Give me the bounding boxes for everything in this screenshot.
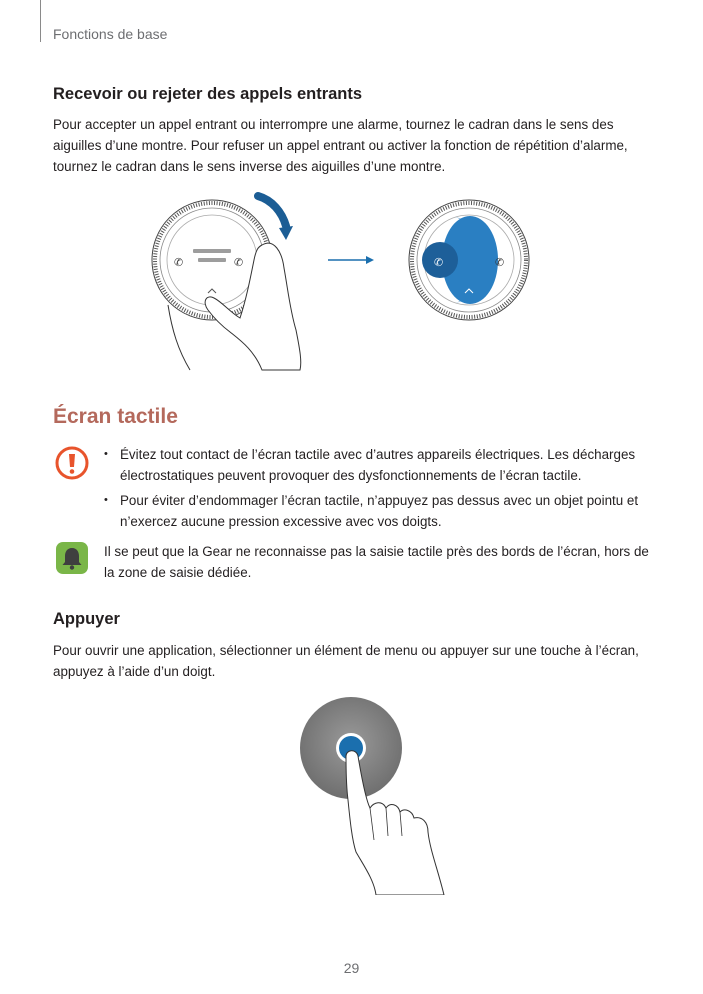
warning-icon <box>55 446 89 480</box>
calls-heading: Recevoir ou rejeter des appels entrants <box>53 85 363 103</box>
phone-reject-icon: ✆ <box>234 256 244 269</box>
rotation-arrowhead <box>279 226 293 240</box>
phone-accept-icon: ✆ <box>174 256 184 269</box>
transition-arrowhead <box>366 256 374 264</box>
rotation-arrow <box>258 196 286 226</box>
tap-heading: Appuyer <box>53 610 120 628</box>
page-number: 29 <box>343 960 360 976</box>
touchscreen-heading: Écran tactile <box>53 405 178 428</box>
calls-paragraph: Pour accepter un appel entrant ou interrompre une alarme, tournez le cadran dans le sens des aiguilles d’une montre. Pour refuser un appel entrant ou activer la fonction de répétition d’alarme, tournez le cadran dans le sens inverse des aiguilles d’une montre. <box>53 117 628 174</box>
warning-item: • Pour éviter d’endommager l’écran tactile, n’appuyez pas dessus avec un objet pointu et n’exercez aucune pression excessive avec vos doigts. <box>102 490 652 532</box>
warning-item: • Évitez tout contact de l’écran tactile avec d’autres appareils électriques. Les décharges électrostatiques peuvent provoquer des dysfonctionnements de l’écran tactile. <box>102 444 652 486</box>
bell-icon <box>55 541 89 575</box>
section-header: Fonctions de base <box>53 26 168 42</box>
header-rule <box>40 0 41 42</box>
warning-list <box>102 444 652 536</box>
tap-paragraph: Pour ouvrir une application, sélectionner un élément de menu ou appuyer sur une touche à l’écran, appuyez à l’aide d’un doigt. <box>53 643 639 679</box>
phone-reject-icon-right: ✆ <box>495 256 505 269</box>
tip-paragraph: Il se peut que la Gear ne reconnaisse pas la saisie tactile près des bords de l’écran, hors de la zone de saisie dédiée. <box>104 544 649 580</box>
bezel-rotation-figure <box>150 190 550 375</box>
tap-gesture-figure <box>290 690 460 895</box>
watch-right <box>409 200 529 320</box>
phone-accept-active-icon: ✆ <box>434 256 444 269</box>
